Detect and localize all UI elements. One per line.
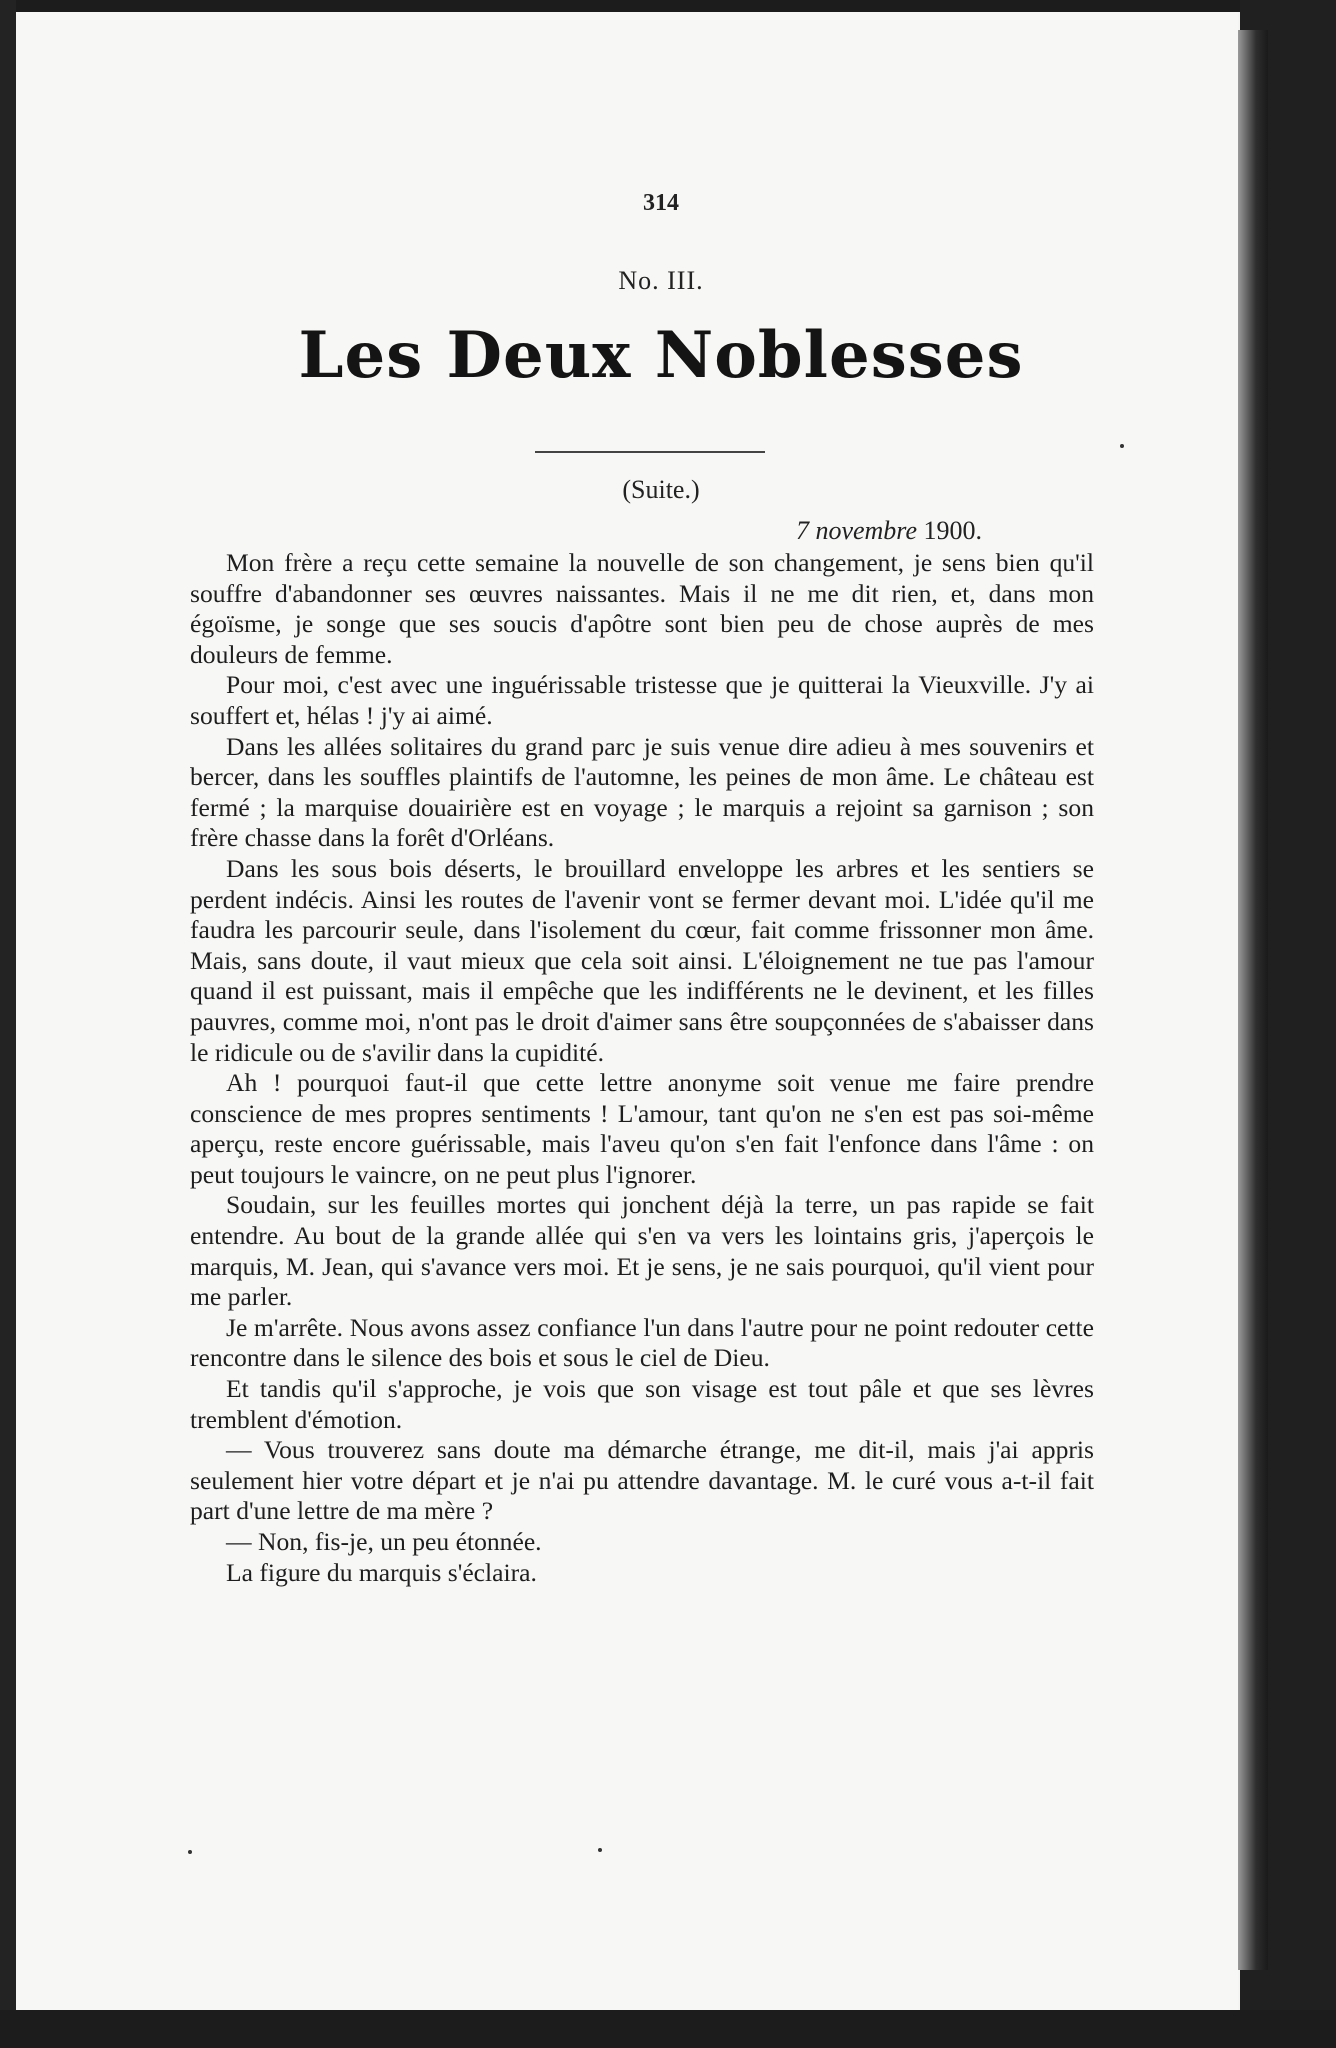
page-number: 314 — [643, 190, 679, 216]
paragraph: Pour moi, c'est avec une inguérissable tristesse que je quitterai la Vieuxville. J'y ai souffert et, hélas ! j'y ai aimé. — [190, 670, 1094, 730]
scan-border-bottom — [0, 2010, 1336, 2048]
paragraph: Mon frère a reçu cette semaine la nouvelle de son changement, je sens bien qu'il souffre d'abandonner ses œuvres naissantes. Mais il ne me dit rien, et, dans mon égoïsme, je songe que ses soucis d'apôtre sont bien peu de chose auprès de mes douleurs de femme. — [190, 548, 1094, 669]
speck — [188, 1850, 192, 1854]
subtitle: (Suite.) — [622, 475, 700, 504]
dateline — [700, 516, 982, 546]
date-day: 7 — [795, 516, 809, 545]
paragraph: Ah ! pourquoi faut-il que cette lettre anonyme soit venue me faire prendre conscience de mes propres sentiments ! L'amour, tant qu'on ne s'en est pas soi-même aperçu, reste encore guérissable, mais l'aveu qu'on s'en fait l'enfonce dans l'âme : on peut toujours le vaincre, on ne peut plus l'ignorer. — [190, 1068, 1094, 1189]
paragraph: — Non, fis-je, un peu étonnée. — [226, 1527, 542, 1556]
scan-border-top — [0, 0, 1336, 12]
date-year: 1900. — [923, 516, 982, 545]
paragraph: La figure du marquis s'éclaira. — [226, 1557, 537, 1587]
date-month: novembre — [815, 516, 917, 545]
title-rule — [535, 451, 765, 453]
scan-border-left — [0, 0, 16, 2048]
article-body — [190, 548, 1094, 1588]
article-title: Les Deux Noblesses — [298, 318, 1024, 393]
speck — [598, 1848, 602, 1852]
paragraph: Dans les sous bois déserts, le brouillard enveloppe les arbres et les sentiers se perdent indécis. Ainsi les routes de l'avenir vont se fermer devant moi. L'idée qu'il me faudra les parcourir seule, dans l'isolement du cœur, fait comme frissonner mon âme. Mais, sans doute, il vaut mieux que cela soit ainsi. L'éloignement ne tue pas l'amour quand il est puissant, mais il empêche que les indifférents ne le devinent, et les filles pauvres, comme moi, n'ont pas le droit d'aimer sans être soupçonnées de s'abaisser dans le ridicule ou de s'avilir dans la cupidité. — [190, 853, 1094, 1067]
paragraph: — Vous trouverez sans doute ma démarche étrange, me dit-il, mais j'ai appris seulement hier votre départ et je n'ai pu attendre davantage. M. le curé vous a-t-il fait part d'une lettre de ma mère ? — [190, 1435, 1094, 1526]
paragraph: Soudain, sur les feuilles mortes qui jonchent déjà la terre, un pas rapide se fait entendre. Au bout de la grande allée qui s'en va vers les lointains gris, j'aperçois le marquis, M. Jean, qui s'avance vers moi. Et je sens, je ne sais pourquoi, qu'il vient pour me parler. — [190, 1190, 1094, 1312]
issue-number: No. III. — [618, 266, 704, 295]
paragraph: Dans les allées solitaires du grand parc je suis venue dire adieu à mes souvenirs et bercer, dans les souffles plaintifs de l'automne, les peines de mon âme. Le château est fermé ; la marquise douairière est en voyage ; le marquis a rejoint sa garnison ; son frère chasse dans la forêt d'Orléans. — [190, 731, 1094, 853]
speck — [1120, 444, 1124, 448]
paragraph: Et tandis qu'il s'approche, je vois que son visage est tout pâle et que ses lèvres tremblent d'émotion. — [190, 1374, 1094, 1434]
paragraph: Je m'arrête. Nous avons assez confiance l'un dans l'autre pour ne point redouter cette rencontre dans le silence des bois et sous le ciel de Dieu. — [190, 1312, 1094, 1373]
